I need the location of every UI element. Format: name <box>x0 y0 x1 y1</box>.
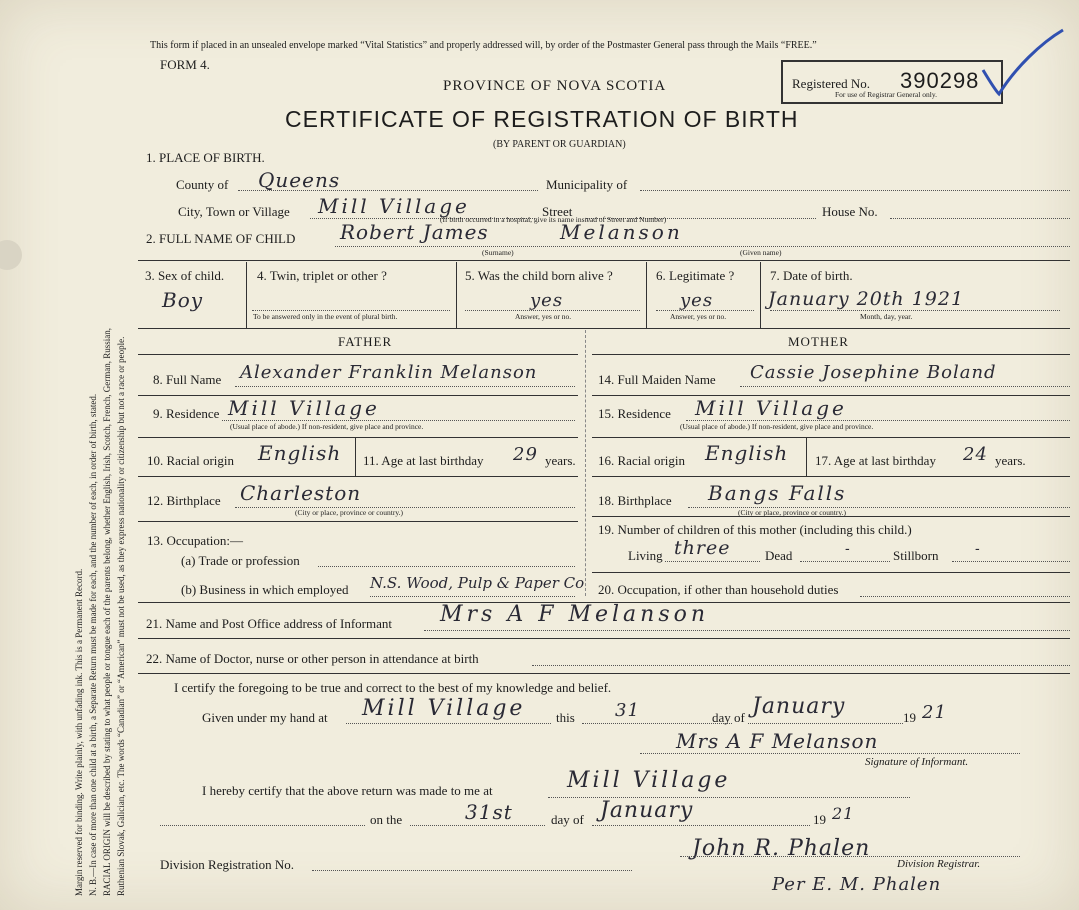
date-of-birth-note: Month, day, year. <box>860 312 913 321</box>
father-racial-value: English <box>258 441 342 465</box>
father-racial-label: 10. Racial origin <box>147 453 235 468</box>
margin-note-4: Ruthenian Slovak, Galician, etc. The words “Canadian” or “American” must not be used, as they express nationality or citizenship but not a race or people. <box>116 336 126 896</box>
certify-statement: I certify the foregoing to be true and correct to the best of my knowledge and belief. <box>174 680 612 695</box>
mother-racial-label: 16. Racial origin <box>598 453 686 468</box>
certify-day-value: 31 <box>615 700 640 721</box>
registrar-on-the-label: on the <box>370 812 403 827</box>
province-heading: PROVINCE OF NOVA SCOTIA <box>443 78 667 94</box>
father-birthplace-label: 12. Birthplace <box>147 493 221 508</box>
registrar-dayof-label: day of <box>551 812 584 827</box>
children-count-label: 19. Number of children of this mother (including this child.) <box>598 522 912 537</box>
house-no-label: House No. <box>822 204 878 219</box>
father-name-value: Alexander Franklin Melanson <box>240 362 538 383</box>
mother-age-label: 17. Age at last birthday <box>815 453 936 468</box>
page-title: CERTIFICATE OF REGISTRATION OF BIRTH <box>285 106 799 132</box>
registrar-statement: I hereby certify that the above return was made to me at <box>202 783 493 798</box>
mother-birthplace-label: 18. Birthplace <box>598 493 672 508</box>
margin-note-1: Margin reserved for binding. Write plainly, with unfading ink. This is a Permanent Record. <box>74 568 84 896</box>
mother-years-label: years. <box>995 453 1026 468</box>
legitimate-note: Answer, yes or no. <box>670 312 727 321</box>
registered-note: For use of Registrar General only. <box>835 90 937 99</box>
county-value: Queens <box>258 168 341 192</box>
mail-notice: This form if placed in an unsealed envelope marked “Vital Statistics” and properly addressed will, by order of the Postmaster General pass through the Mails “FREE.” <box>150 40 817 51</box>
legitimate-value: yes <box>680 290 714 311</box>
mother-racial-value: English <box>705 441 789 465</box>
mother-residence-value: Mill Village <box>695 396 847 420</box>
division-registration-label: Division Registration No. <box>160 857 294 872</box>
place-of-birth-heading: 1. PLACE OF BIRTH. <box>146 150 265 165</box>
street-note: (If birth occurred in a hospital, give its name instead of Street and Number) <box>440 215 667 224</box>
mother-occupation-label: 20. Occupation, if other than household duties <box>598 582 839 597</box>
business-label: (b) Business in which employed <box>181 582 349 597</box>
margin-notes <box>4 0 132 910</box>
registrar-year-value: 21 <box>832 804 855 823</box>
certify-dayof-label: day of <box>712 710 745 725</box>
check-mark-icon <box>975 28 1070 100</box>
registrar-signature: John R. Phalen <box>692 836 871 861</box>
sex-label: 3. Sex of child. <box>145 268 225 283</box>
informant-value: Mrs A F Melanson <box>440 602 710 627</box>
father-years-label: years. <box>545 453 576 468</box>
street-label: Street <box>542 204 573 219</box>
business-value: N.S. Wood, Pulp & Paper Co <box>370 574 585 592</box>
dead-value: - <box>845 541 851 557</box>
mother-residence-note: (Usual place of abode.) If non-resident, give place and province. <box>680 422 874 431</box>
father-occupation-label: 13. Occupation:— <box>147 533 244 548</box>
registered-label: Registered No. <box>792 76 870 91</box>
certify-year-value: 21 <box>922 702 947 723</box>
informant-label: 21. Name and Post Office address of Informant <box>146 616 392 631</box>
mother-age-value: 24 <box>963 444 988 465</box>
date-of-birth-value: January 20th 1921 <box>768 288 965 310</box>
child-given-value: Melanson <box>560 220 683 244</box>
mother-birthplace-value: Bangs Falls <box>708 481 847 505</box>
father-name-label: 8. Full Name <box>153 372 222 387</box>
father-birthplace-value: Charleston <box>240 481 362 505</box>
father-heading: FATHER <box>338 334 393 349</box>
legitimate-label: 6. Legitimate ? <box>656 268 735 283</box>
stillborn-value: - <box>975 541 981 557</box>
father-residence-value: Mill Village <box>228 396 380 420</box>
sex-value: Boy <box>162 288 204 312</box>
margin-note-3: RACIAL ORIGIN will be described by stating to what people or tongue each of the parents belong, whether English, Irish, Scotch, French, German, Russian, <box>102 327 112 896</box>
municipality-label: Municipality of <box>546 177 628 192</box>
doctor-label: 22. Name of Doctor, nurse or other person in attendance at birth <box>146 651 479 666</box>
twin-label: 4. Twin, triplet or other ? <box>257 268 387 283</box>
given-place-value: Mill Village <box>362 696 526 721</box>
registrar-year-prefix: 19 <box>813 812 826 827</box>
living-label: Living <box>628 548 663 563</box>
father-residence-label: 9. Residence <box>153 406 220 421</box>
division-registrar-label: Division Registrar. <box>897 858 981 870</box>
mother-name-value: Cassie Josephine Boland <box>750 362 997 383</box>
city-value: Mill Village <box>318 194 470 218</box>
mother-heading: MOTHER <box>788 334 849 349</box>
form-number: FORM 4. <box>160 57 210 72</box>
certify-year-prefix: 19 <box>903 710 916 725</box>
registered-number: 390298 <box>900 68 980 93</box>
given-note: (Given name) <box>740 248 782 257</box>
county-label: County of <box>176 177 229 192</box>
child-name-label: 2. FULL NAME OF CHILD <box>146 231 296 246</box>
father-age-label: 11. Age at last birthday <box>363 453 484 468</box>
mother-birthplace-note: (City or place, province or country.) <box>738 508 847 517</box>
page-subtitle: (BY PARENT OR GUARDIAN) <box>493 139 626 150</box>
informant-signature: Mrs A F Melanson <box>676 729 879 753</box>
father-residence-note: (Usual place of abode.) If non-resident, give place and province. <box>230 422 424 431</box>
living-value: three <box>674 537 731 559</box>
registrar-day-value: 31st <box>465 800 513 824</box>
informant-signature-label: Signature of Informant. <box>865 756 969 768</box>
alive-label: 5. Was the child born alive ? <box>465 268 613 283</box>
dead-label: Dead <box>765 548 793 563</box>
registrar-place-value: Mill Village <box>567 768 731 793</box>
city-label: City, Town or Village <box>178 204 290 219</box>
father-birthplace-note: (City or place, province or country.) <box>295 508 404 517</box>
given-under-label: Given under my hand at <box>202 710 328 725</box>
alive-note: Answer, yes or no. <box>515 312 572 321</box>
registrar-month-value: January <box>600 798 694 823</box>
margin-note-2: N. B.—In case of more than one child at a birth, a Separate Return must be made for each, and the number of each, in order of birth, stated. <box>88 393 98 896</box>
trade-label: (a) Trade or profession <box>181 553 300 568</box>
date-of-birth-label: 7. Date of birth. <box>770 268 853 283</box>
child-surname-value: Robert James <box>340 220 489 244</box>
certify-month-value: January <box>752 694 846 719</box>
stillborn-label: Stillborn <box>893 548 939 563</box>
twin-note: To be answered only in the event of plural birth. <box>253 312 398 321</box>
certify-this-label: this <box>556 710 575 725</box>
alive-value: yes <box>530 290 564 311</box>
per-signature: Per E. M. Phalen <box>772 874 942 895</box>
mother-residence-label: 15. Residence <box>598 406 671 421</box>
surname-note: (Surname) <box>482 248 514 257</box>
mother-name-label: 14. Full Maiden Name <box>598 372 716 387</box>
father-age-value: 29 <box>513 444 538 465</box>
